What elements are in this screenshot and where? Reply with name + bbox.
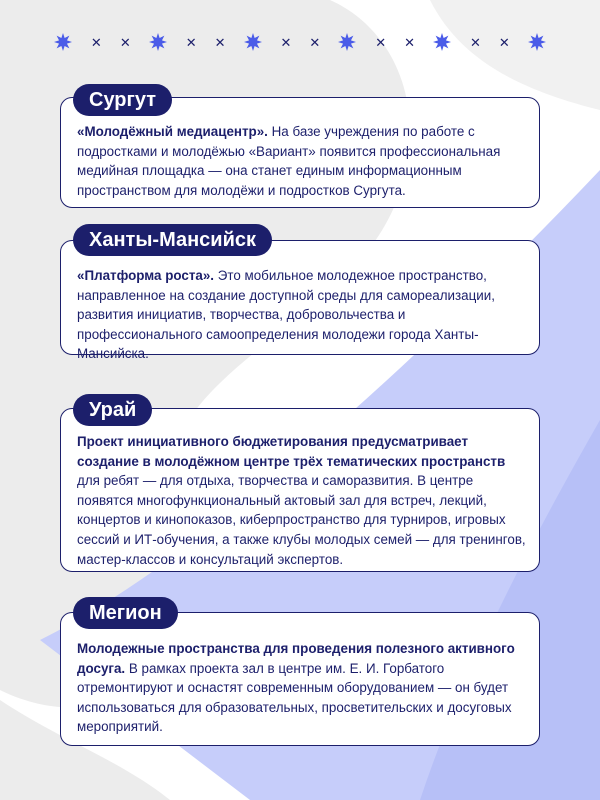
- card-body: В рамках проекта зал в центре им. Е. И. Горбатого отремонтируют и оснастят современным оборудованием — он будет использоваться для образовательных, просветительских и досуговых мероприятий.: [77, 660, 512, 735]
- star-icon: [338, 33, 356, 51]
- star-icon: [149, 33, 167, 51]
- cross-icon: ✕: [90, 34, 102, 50]
- cross-icon: ✕: [119, 34, 131, 50]
- card-lead: «Молодёжный медиацентр».: [77, 124, 268, 139]
- card-description: [77, 266, 528, 364]
- card-lead: Проект инициативного бюджетирования предусматривает создание в молодёжном центре трёх тематических пространств: [77, 434, 506, 469]
- card-description: [77, 639, 528, 737]
- cross-icon: ✕: [498, 34, 510, 50]
- card-body: На базе учреждения по работе с подростками и молодёжью «Вариант» появится профессиональная медийная площадка — она станет единым информационным пространством для молодёжи и подростков Сургута.: [77, 124, 501, 198]
- cross-icon: ✕: [469, 34, 481, 50]
- city-tag: Мегион: [73, 597, 178, 629]
- card-description: [77, 122, 528, 200]
- star-icon: [433, 33, 451, 51]
- cross-icon: ✕: [185, 34, 197, 50]
- card-lead: «Платформа роста».: [77, 268, 215, 283]
- cross-icon: ✕: [375, 34, 387, 50]
- city-tag: Ханты-Мансийск: [73, 224, 272, 256]
- cross-icon: ✕: [280, 34, 292, 50]
- card-body: для ребят — для отдыха, творчества и саморазвития. В центре появятся многофункциональный актовый зал для встреч, лекций, концертов и кинопоказов, киберпространство для турниров, игровых сессий и ИТ-обучения, а также клубы молодых семей — для тренингов, мастер-классов и консультаций экспертов.: [77, 473, 526, 567]
- star-icon: [54, 33, 72, 51]
- star-icon: [244, 33, 262, 51]
- city-card-surgut: [60, 84, 540, 208]
- star-ornament-row: [54, 28, 546, 56]
- card-lead: Молодежные пространства для проведения полезного активного досуга.: [77, 641, 515, 676]
- cross-icon: ✕: [404, 34, 416, 50]
- city-card-uray: [60, 394, 540, 572]
- cross-icon: ✕: [309, 34, 321, 50]
- card-description: [77, 432, 528, 569]
- city-card-khanty-mansiysk: [60, 224, 540, 362]
- cross-icon: ✕: [214, 34, 226, 50]
- city-tag: Урай: [73, 394, 152, 426]
- card-body: Это мобильное молодежное пространство, направленное на создание доступной среды для самореализации, развития инициатив, творчества, добровольчества и профессионального самоопределения молодежи города Ханты-Мансийска.: [77, 268, 495, 362]
- city-card-megion: [60, 597, 540, 746]
- star-icon: [528, 33, 546, 51]
- city-tag: Сургут: [73, 84, 172, 116]
